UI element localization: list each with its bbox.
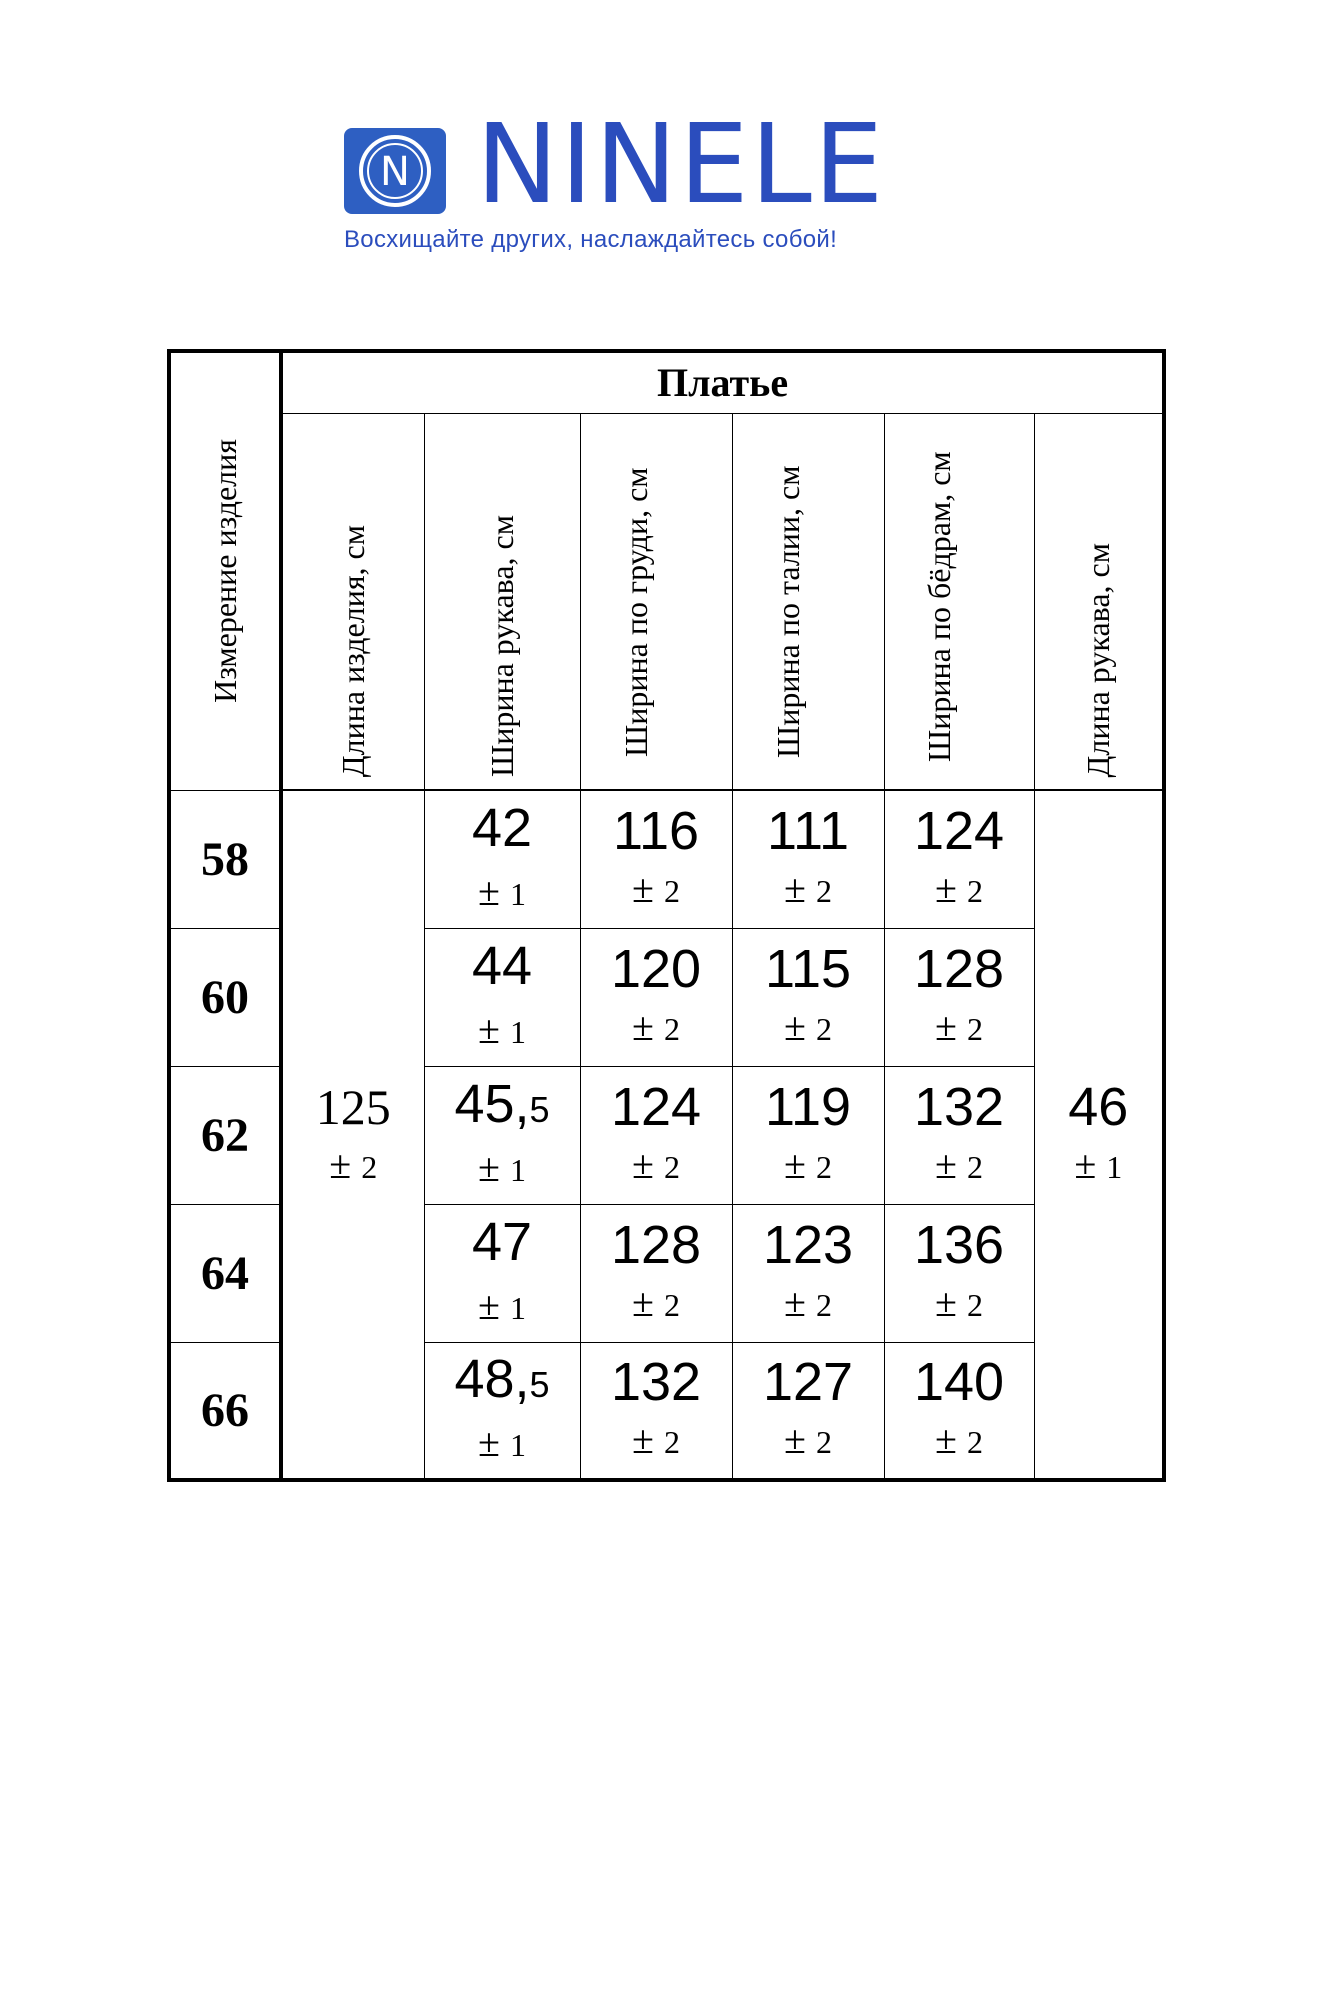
size-cell [169, 790, 281, 928]
bust-value: 124 [610, 1077, 702, 1137]
tolerance: ± 2 [632, 1004, 680, 1049]
sleeve-width-cell [424, 1066, 580, 1204]
sleeve-length-cell [1034, 790, 1164, 1480]
sleeve-width-value: 42 [471, 798, 533, 859]
tolerance: ± 1 [478, 1007, 526, 1052]
hips-value: 140 [913, 1352, 1005, 1413]
size-label: 58 [201, 832, 249, 886]
column-header [281, 413, 424, 790]
tolerance: ± 1 [478, 1283, 526, 1328]
column-header-label: Ширина по талии, см [770, 465, 806, 759]
column-header-row [169, 413, 1164, 790]
logo-mark-icon [344, 128, 446, 214]
bust-cell [580, 1066, 732, 1204]
waist-value: 111 [766, 801, 850, 862]
bust-value: 120 [610, 939, 702, 999]
size-cell [169, 928, 281, 1066]
bust-cell [580, 928, 732, 1066]
size-label: 66 [201, 1383, 249, 1437]
logo-mark-letter: N [380, 149, 410, 195]
tolerance: ± 2 [632, 866, 680, 912]
row-header-cell [169, 351, 281, 790]
column-header-label: Ширина рукава, см [484, 514, 520, 777]
tolerance: ± 2 [935, 866, 983, 912]
bust-cell [580, 790, 732, 928]
sleeve-length-tolerance: ± 1 [1074, 1141, 1123, 1187]
bust-value: 128 [610, 1215, 702, 1275]
size-chart-table [167, 349, 1166, 1482]
sleeve-width-cell [424, 1342, 580, 1480]
hips-cell [884, 1342, 1034, 1480]
column-header-label: Длина рукава, см [1080, 542, 1117, 777]
sleeve-width-cell [424, 790, 580, 928]
waist-value: 127 [762, 1352, 854, 1413]
size-label: 62 [201, 1108, 249, 1162]
size-label: 60 [201, 970, 249, 1024]
tolerance: ± 1 [478, 1420, 526, 1466]
waist-value: 115 [764, 939, 852, 999]
sleeve-width-value: 44 [471, 936, 533, 996]
hips-value: 124 [913, 801, 1005, 862]
hips-cell [884, 790, 1034, 928]
tolerance: ± 2 [632, 1142, 680, 1187]
bust-cell [580, 1342, 732, 1480]
table-row [169, 790, 1164, 928]
column-header [884, 413, 1034, 790]
hips-cell [884, 928, 1034, 1066]
brand-logo [344, 100, 999, 264]
tolerance: ± 2 [784, 1142, 832, 1187]
tolerance: ± 2 [632, 1280, 680, 1325]
waist-cell [732, 790, 884, 928]
bust-value: 116 [612, 801, 700, 862]
column-header [580, 413, 732, 790]
hips-value: 136 [913, 1215, 1005, 1275]
brand-name: NINELE [476, 100, 886, 228]
brand-tagline: Восхищайте других, наслаждайтесь собой! [344, 226, 838, 253]
column-header-label: Ширина по бёдрам, см [921, 451, 957, 763]
size-cell [169, 1204, 281, 1342]
tolerance: ± 2 [935, 1142, 983, 1187]
waist-value: 119 [764, 1077, 852, 1137]
garment-header-cell [281, 351, 1164, 413]
size-cell [169, 1066, 281, 1204]
tolerance: ± 2 [935, 1280, 983, 1325]
sleeve-width-value: 47 [471, 1212, 533, 1272]
dress-length-tolerance: ± 2 [329, 1141, 378, 1187]
sleeve-length-value: 46 [1068, 1076, 1129, 1137]
column-header-label: Длина изделия, см [335, 524, 372, 777]
sleeve-width-value: 45,5 [454, 1074, 550, 1134]
row-header-label: Измерение изделия [207, 439, 243, 704]
dress-length-value: 125 [315, 1078, 391, 1135]
size-label: 64 [201, 1246, 249, 1300]
hips-value: 128 [913, 939, 1005, 999]
waist-cell [732, 1204, 884, 1342]
tolerance: ± 1 [478, 869, 526, 915]
dress-length-cell [281, 790, 424, 1480]
tolerance: ± 2 [784, 1417, 832, 1463]
tolerance: ± 2 [632, 1417, 680, 1463]
hips-value: 132 [913, 1077, 1005, 1137]
garment-title: Платье [657, 360, 789, 406]
tolerance: ± 2 [935, 1004, 983, 1049]
column-header [732, 413, 884, 790]
tolerance: ± 1 [478, 1145, 526, 1190]
size-cell [169, 1342, 281, 1480]
tolerance: ± 2 [935, 1417, 983, 1463]
waist-cell [732, 1342, 884, 1480]
hips-cell [884, 1066, 1034, 1204]
column-header-label: Ширина по груди, см [618, 467, 654, 757]
bust-cell [580, 1204, 732, 1342]
tolerance: ± 2 [784, 1280, 832, 1325]
waist-value: 123 [762, 1215, 854, 1275]
waist-cell [732, 1066, 884, 1204]
column-header [1034, 413, 1164, 790]
sleeve-width-value: 48,5 [454, 1349, 550, 1410]
sleeve-width-cell [424, 928, 580, 1066]
tolerance: ± 2 [784, 866, 832, 912]
waist-cell [732, 928, 884, 1066]
sleeve-width-cell [424, 1204, 580, 1342]
garment-header-row [169, 351, 1164, 413]
bust-value: 132 [610, 1352, 702, 1413]
hips-cell [884, 1204, 1034, 1342]
tolerance: ± 2 [784, 1004, 832, 1049]
column-header [424, 413, 580, 790]
